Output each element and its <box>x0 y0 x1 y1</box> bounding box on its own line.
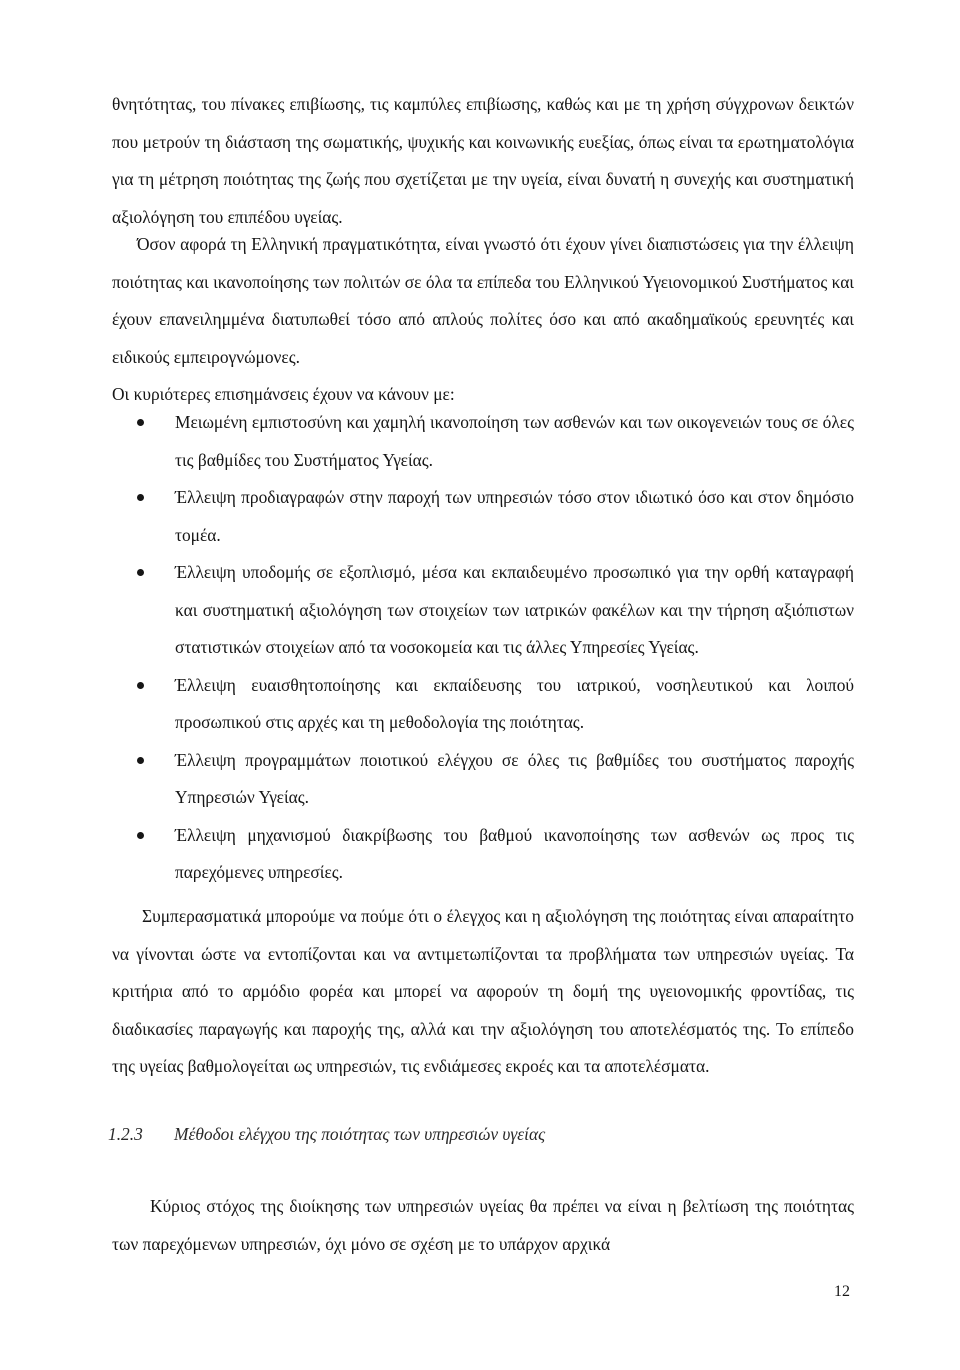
bullet-text: Έλλειψη προγραμμάτων ποιοτικού ελέγχου σε όλες τις βαθμίδες του συστήματος παροχής Υπηρεσιών Υγείας. <box>175 749 854 807</box>
section-heading <box>108 1124 545 1145</box>
bullet-text: Έλλειψη προδιαγραφών στην παροχή των υπηρεσιών τόσο στον ιδιωτικό όσο και στον δημόσιο τομέα. <box>175 487 854 545</box>
bullet-icon <box>137 832 144 839</box>
paragraph-4: Συμπερασματικά μπορούμε να πούμε ότι ο έλεγχος και η αξιολόγηση της ποιότητας είναι απαραίτητο να γίνονται ώστε να εντοπίζονται και να αντιμετωπίζονται τα προβλήματα των υπηρεσιών υγείας. Τα κριτήρια από το αρμόδιο φορέα και μπορεί να αφορούν τη δομή της υγειονομικής φροντίδας, τις διαδικασίες παραγωγής και παροχής της, αλλά και την αξιολόγηση του αποτελέσματός της. Το επίπεδο της υγείας βαθμολογείται ως υπηρεσιών, τις ενδιάμεσες εκροές και τα αποτελέσματα. <box>112 906 854 1076</box>
bullet-item <box>112 404 854 479</box>
bullet-list <box>112 404 854 892</box>
bullet-icon <box>137 419 144 426</box>
bullet-icon <box>137 494 144 501</box>
bullet-item <box>112 742 854 817</box>
bullet-item <box>112 667 854 742</box>
bullet-item <box>112 479 854 554</box>
paragraph-1: θνητότητας, του πίνακες επιβίωσης, τις καμπύλες επιβίωσης, καθώς και με τη χρήση σύγχρονων δεικτών που μετρούν τη διάσταση της σωματικής, ψυχικής και κοινωνικής ευεξίας, όπως είναι τα ερωτηματολόγια για τη μέτρηση ποιότητας της ζωής που σχετίζεται με την υγεία, είναι δυνατή η συνεχής και συστηματική αξιολόγηση του επιπέδου υγείας. <box>112 94 854 227</box>
bullet-text: Έλλειψη ευαισθητοποίησης και εκπαίδευσης του ιατρικού, νοσηλευτικού και λοιπού προσωπικού στις αρχές και τη μεθοδολογία της ποιότητας. <box>175 674 854 732</box>
paragraph-5: Κύριος στόχος της διοίκησης των υπηρεσιών υγείας θα πρέπει να είναι η βελτίωση της ποιότητας των παρεχόμενων υπηρεσιών, όχι μόνο σε σχέση με το υπάρχον αρχικά <box>112 1196 854 1254</box>
paragraph-3: Οι κυριότερες επισημάνσεις έχουν να κάνουν με: <box>112 384 455 404</box>
bullet-icon <box>137 569 144 576</box>
bullet-text: Έλλειψη υποδομής σε εξοπλισμό, μέσα και εκπαιδευμένο προσωπικό για την ορθή καταγραφή και συστηματική αξιολόγηση των στοιχείων των ιατρικών φακέλων και την τήρηση αξιόπιστων στατιστικών στοιχείων από τα νοσοκομεία και τις άλλες Υπηρεσίες Υγείας. <box>175 562 854 657</box>
section-title: Μέθοδοι ελέγχου της ποιότητας των υπηρεσιών υγείας <box>174 1124 546 1144</box>
bullet-text: Έλλειψη μηχανισμού διακρίβωσης του βαθμού ικανοποίησης των ασθενών ως προς τις παρεχόμενες υπηρεσίες. <box>175 824 854 882</box>
bullet-icon <box>137 682 144 689</box>
bullet-text: Μειωμένη εμπιστοσύνη και χαμηλή ικανοποίηση των ασθενών και των οικογενειών τους σε όλες τις βαθμίδες του Συστήματος Υγείας. <box>175 412 854 470</box>
paragraph-2: Όσον αφορά τη Ελληνική πραγματικότητα, είναι γνωστό ότι έχουν γίνει διαπιστώσεις για την έλλειψη ποιότητας και ικανοποίησης των πολιτών σε όλα τα επίπεδα του Ελληνικού Υγειονομικού Συστήματος και έχουν επανειλημμένα διατυπωθεί τόσο από απλούς πολίτες όσο και από ακαδημαϊκούς ερευνητές και ειδικούς εμπειρογνώμονες. <box>112 234 854 367</box>
section-number: 1.2.3 <box>108 1124 143 1144</box>
page-number: 12 <box>834 1283 850 1300</box>
bullet-item <box>112 554 854 667</box>
bullet-item <box>112 817 854 892</box>
bullet-icon <box>137 757 144 764</box>
